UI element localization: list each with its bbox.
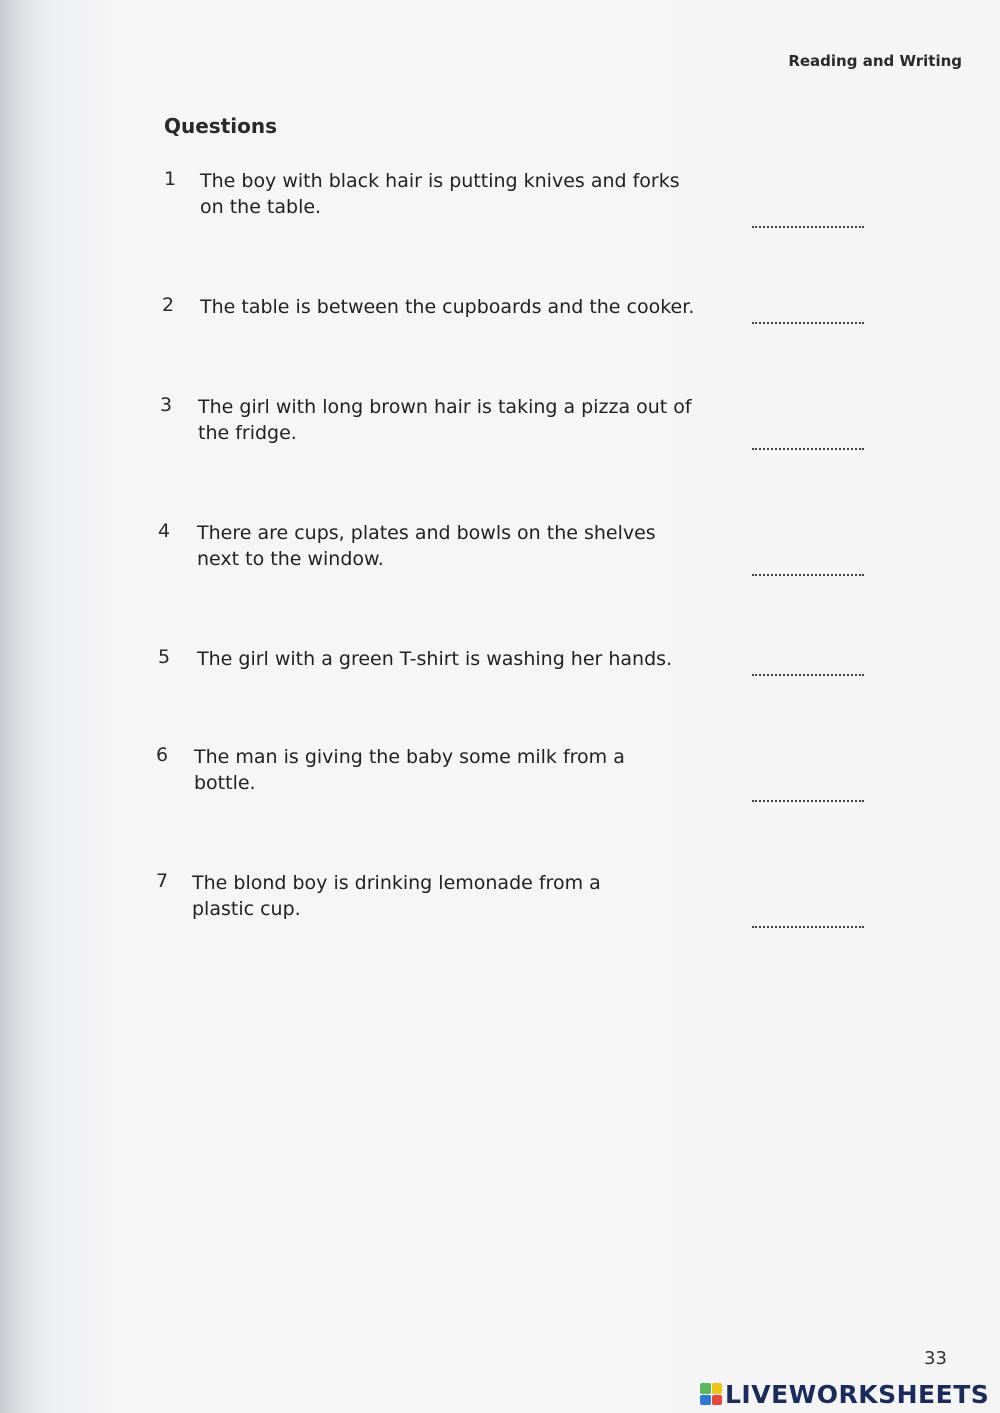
liveworksheets-logo-icon xyxy=(700,1383,722,1405)
question-number: 6 xyxy=(156,744,169,766)
answer-input-4[interactable] xyxy=(752,552,864,576)
question-text: The girl with a green T-shirt is washing her hands. xyxy=(197,648,673,670)
question-number: 5 xyxy=(158,646,171,668)
question-number: 2 xyxy=(162,294,175,316)
section-header: Reading and Writing xyxy=(788,52,962,70)
brand-name: LIVEWORKSHEETS xyxy=(725,1379,990,1409)
answer-input-1[interactable] xyxy=(752,204,864,228)
question-text: The blond boy is drinking lemonade from a plastic cup. xyxy=(192,872,601,920)
question-text: The table is between the cupboards and the cooker. xyxy=(200,296,695,318)
question-text: There are cups, plates and bowls on the shelves next to the window. xyxy=(197,522,656,570)
question-text: The boy with black hair is putting knives and forks on the table. xyxy=(200,170,680,218)
page-number: 33 xyxy=(924,1348,947,1369)
questions-title: Questions xyxy=(164,114,278,138)
answer-input-2[interactable] xyxy=(752,300,864,324)
question-number: 3 xyxy=(160,394,173,416)
answer-input-7[interactable] xyxy=(752,904,864,928)
answer-input-3[interactable] xyxy=(752,426,864,450)
question-number: 7 xyxy=(156,870,169,892)
answer-input-6[interactable] xyxy=(752,778,864,802)
answer-input-5[interactable] xyxy=(752,652,864,676)
liveworksheets-brand[interactable] xyxy=(700,1378,989,1410)
question-number: 4 xyxy=(158,520,171,542)
question-text: The girl with long brown hair is taking a pizza out of the fridge. xyxy=(198,396,692,444)
question-number: 1 xyxy=(164,168,177,190)
question-text: The man is giving the baby some milk from a bottle. xyxy=(194,746,625,794)
